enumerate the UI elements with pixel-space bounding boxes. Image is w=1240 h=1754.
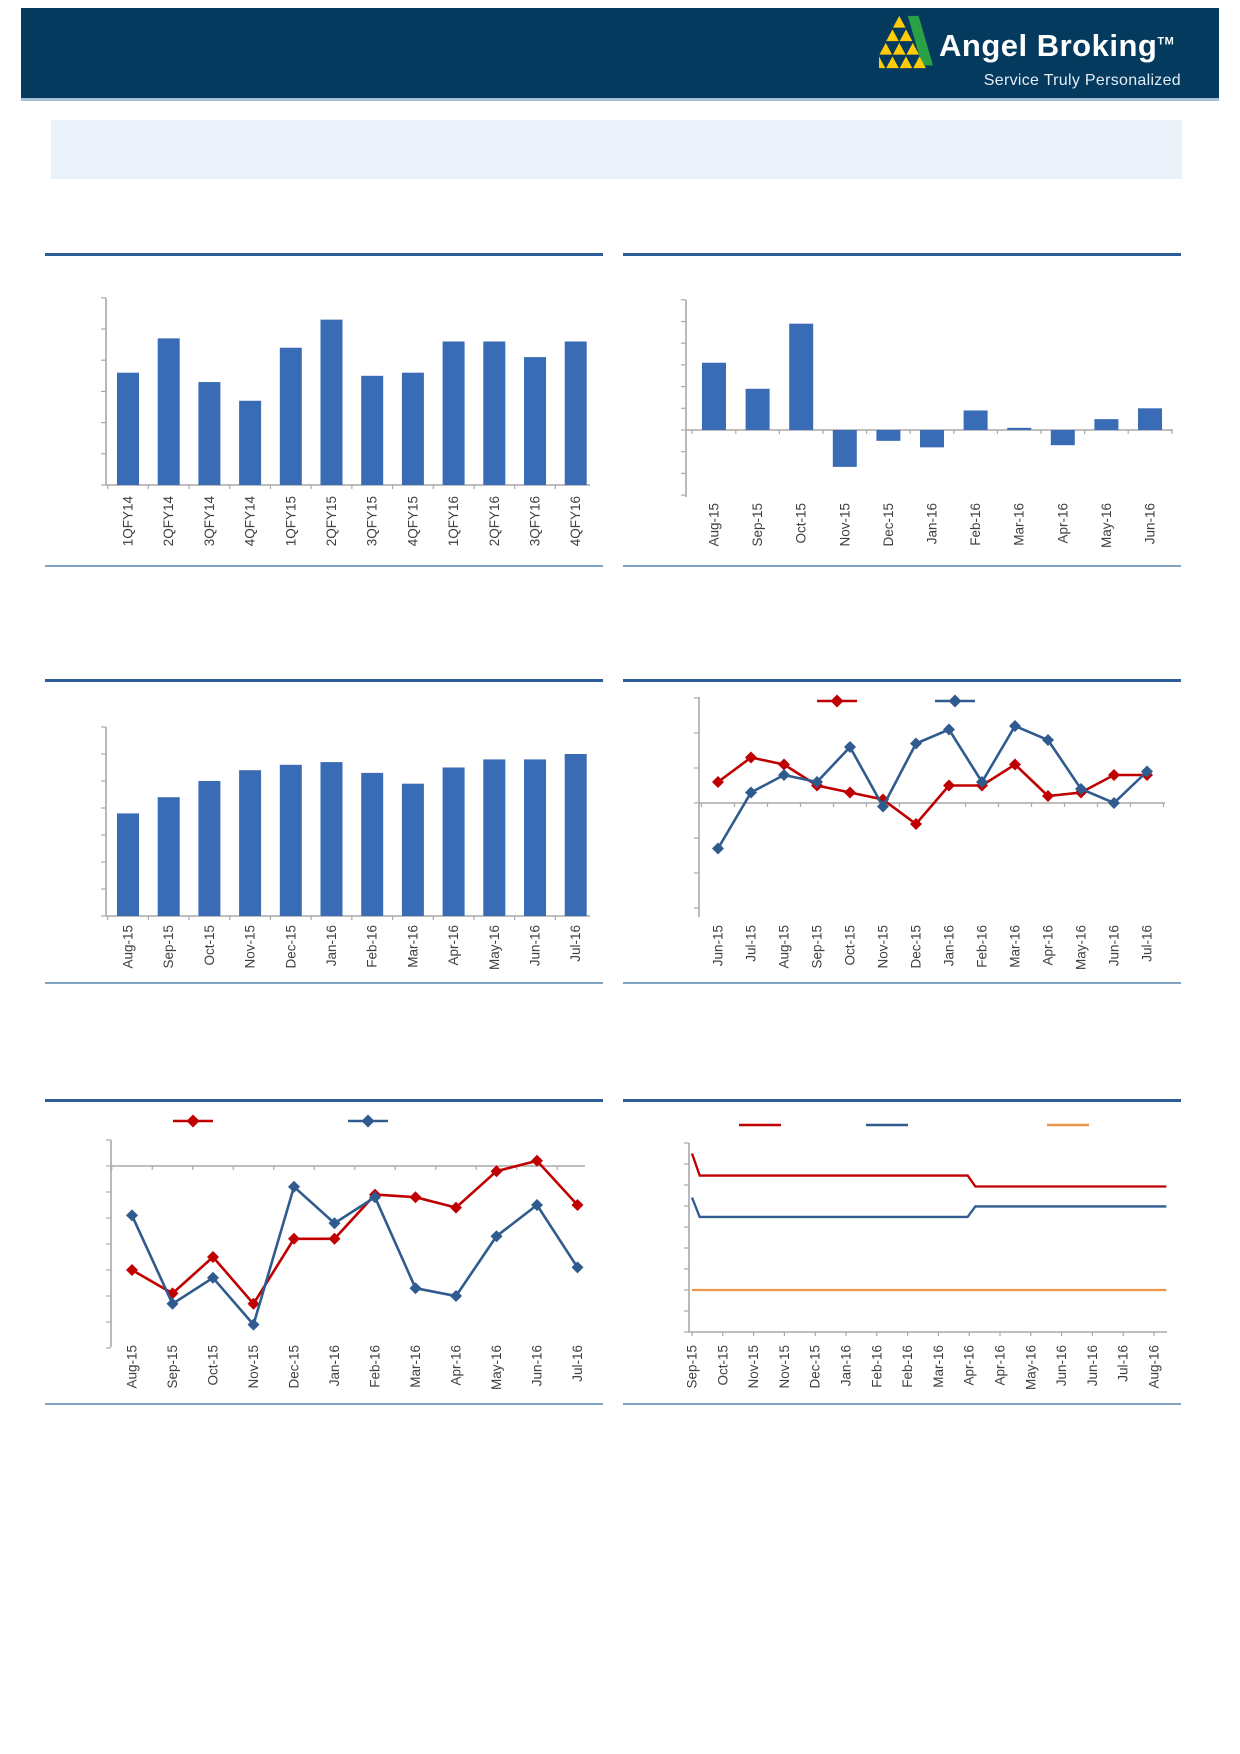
svg-text:Dec-15: Dec-15 xyxy=(908,925,924,969)
svg-text:Sep-15: Sep-15 xyxy=(809,925,825,969)
svg-text:Mar-16: Mar-16 xyxy=(930,1345,946,1388)
svg-text:Jan-16: Jan-16 xyxy=(324,925,339,967)
svg-text:Jul-16: Jul-16 xyxy=(1115,1345,1131,1382)
svg-text:May-16: May-16 xyxy=(486,925,502,971)
svg-text:4QFY15: 4QFY15 xyxy=(405,496,421,547)
summary-panel xyxy=(51,120,1182,179)
svg-text:Aug-15: Aug-15 xyxy=(706,503,722,547)
svg-text:Oct-15: Oct-15 xyxy=(715,1345,731,1386)
chart-monthly-columns-posneg xyxy=(623,256,1181,564)
svg-text:Feb-16: Feb-16 xyxy=(364,925,380,968)
svg-text:2QFY14: 2QFY14 xyxy=(161,496,177,547)
svg-text:Sep-15: Sep-15 xyxy=(161,925,177,969)
svg-text:Jun-16: Jun-16 xyxy=(527,925,543,967)
chart-two-lines-negative xyxy=(45,1102,603,1404)
svg-text:2QFY16: 2QFY16 xyxy=(486,496,502,547)
svg-text:Nov-15: Nov-15 xyxy=(837,503,853,547)
section2-right-bottom-rule xyxy=(623,982,1181,984)
svg-text:4QFY14: 4QFY14 xyxy=(242,496,258,547)
svg-text:Jul-16: Jul-16 xyxy=(568,925,584,962)
svg-text:Sep-15: Sep-15 xyxy=(165,1345,180,1389)
brand-tagline: Service Truly Personalized xyxy=(983,72,1181,89)
svg-text:1QFY16: 1QFY16 xyxy=(446,496,462,547)
svg-text:Jul-16: Jul-16 xyxy=(570,1345,585,1382)
svg-text:Sep-15: Sep-15 xyxy=(684,1345,700,1389)
svg-text:Mar-16: Mar-16 xyxy=(408,1345,423,1388)
chart-two-lines-diamonds xyxy=(623,682,1181,982)
svg-text:May-16: May-16 xyxy=(1098,503,1114,549)
svg-text:Nov-15: Nov-15 xyxy=(746,1345,762,1389)
svg-text:Nov-15: Nov-15 xyxy=(246,1345,261,1389)
brand-title xyxy=(939,28,1174,64)
section1-left-bottom-rule xyxy=(45,565,603,567)
svg-text:Dec-15: Dec-15 xyxy=(283,925,299,969)
svg-text:Feb-16: Feb-16 xyxy=(869,1345,885,1388)
svg-text:Nov-15: Nov-15 xyxy=(242,925,258,969)
chart-monthly-columns-rising xyxy=(45,682,603,982)
svg-text:Apr-16: Apr-16 xyxy=(1040,925,1056,966)
svg-text:Sep-15: Sep-15 xyxy=(750,503,766,547)
trademark-mark: TM xyxy=(1157,35,1175,48)
chart-policy-rate-steps xyxy=(623,1102,1181,1404)
svg-text:Oct-15: Oct-15 xyxy=(205,1345,221,1386)
svg-text:Jul-15: Jul-15 xyxy=(743,925,759,962)
svg-text:Apr-16: Apr-16 xyxy=(961,1345,977,1386)
svg-text:Feb-16: Feb-16 xyxy=(900,1345,916,1388)
svg-text:Mar-16: Mar-16 xyxy=(405,925,421,968)
svg-text:Feb-16: Feb-16 xyxy=(974,925,990,968)
svg-text:2QFY15: 2QFY15 xyxy=(324,496,339,547)
chart-quarterly-columns xyxy=(45,256,603,564)
svg-text:Jun-16: Jun-16 xyxy=(1054,1345,1070,1387)
svg-text:1QFY15: 1QFY15 xyxy=(283,496,299,547)
svg-text:Apr-16: Apr-16 xyxy=(992,1345,1008,1386)
brand-text: Angel Broking xyxy=(939,28,1158,63)
svg-text:Jul-16: Jul-16 xyxy=(1139,925,1155,962)
svg-text:Apr-16: Apr-16 xyxy=(446,925,462,966)
svg-text:Feb-16: Feb-16 xyxy=(367,1345,383,1388)
svg-text:3QFY15: 3QFY15 xyxy=(364,496,380,547)
svg-text:Jan-16: Jan-16 xyxy=(838,1345,854,1387)
svg-text:Mar-16: Mar-16 xyxy=(1007,925,1023,968)
svg-text:Nov-15: Nov-15 xyxy=(875,925,891,969)
svg-text:Jun-16: Jun-16 xyxy=(529,1345,545,1387)
svg-text:May-16: May-16 xyxy=(489,1345,504,1391)
svg-text:3QFY14: 3QFY14 xyxy=(201,496,217,547)
svg-text:Nov-15: Nov-15 xyxy=(776,1345,792,1389)
svg-text:4QFY16: 4QFY16 xyxy=(568,496,584,547)
svg-text:Aug-16: Aug-16 xyxy=(1146,1345,1162,1389)
svg-text:Jan-16: Jan-16 xyxy=(941,925,957,967)
svg-text:May-16: May-16 xyxy=(1073,925,1089,971)
svg-text:3QFY16: 3QFY16 xyxy=(527,496,543,547)
svg-text:Dec-15: Dec-15 xyxy=(880,503,896,547)
svg-text:Jun-16: Jun-16 xyxy=(1106,925,1122,967)
svg-text:Mar-16: Mar-16 xyxy=(1011,502,1027,546)
svg-text:Aug-15: Aug-15 xyxy=(124,1345,140,1389)
svg-text:Feb-16: Feb-16 xyxy=(968,503,984,546)
angel-broking-logo-icon xyxy=(879,14,933,70)
section1-right-bottom-rule xyxy=(623,565,1181,567)
svg-text:Aug-15: Aug-15 xyxy=(120,925,136,969)
svg-text:Oct-15: Oct-15 xyxy=(201,925,217,966)
svg-text:Apr-16: Apr-16 xyxy=(448,1345,464,1386)
svg-text:Dec-15: Dec-15 xyxy=(807,1345,823,1389)
svg-text:Dec-15: Dec-15 xyxy=(286,1345,302,1389)
svg-text:1QFY14: 1QFY14 xyxy=(120,496,136,547)
svg-text:Jun-16: Jun-16 xyxy=(1142,503,1158,545)
svg-text:Oct-15: Oct-15 xyxy=(842,925,858,966)
svg-text:Apr-16: Apr-16 xyxy=(1055,503,1071,544)
svg-text:Jan-16: Jan-16 xyxy=(327,1345,342,1387)
svg-text:Oct-15: Oct-15 xyxy=(793,503,809,544)
svg-text:Aug-15: Aug-15 xyxy=(776,925,792,969)
svg-text:Jun-15: Jun-15 xyxy=(710,925,726,967)
svg-text:May-16: May-16 xyxy=(1023,1345,1039,1391)
svg-text:Jan-16: Jan-16 xyxy=(924,503,940,545)
header xyxy=(21,8,1219,101)
section2-left-bottom-rule xyxy=(45,982,603,984)
svg-text:Jun-16: Jun-16 xyxy=(1084,1345,1100,1387)
